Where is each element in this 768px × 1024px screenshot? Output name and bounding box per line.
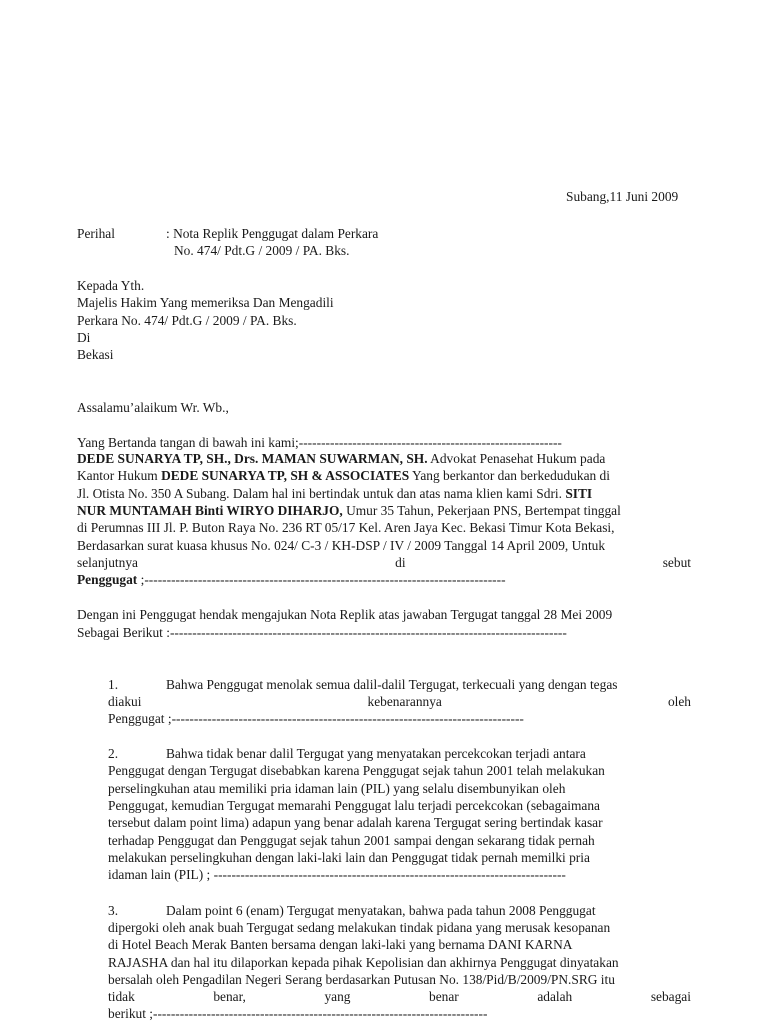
replik-line: Sebagai Berikut :----------------------------------------------------------------------------------------- (77, 625, 567, 640)
recipient-line: Kepada Yth. (77, 278, 145, 293)
subject-label: Perihal (77, 226, 115, 241)
intro-line: Jl. Otista No. 350 A Subang. Dalam hal ini bertindak untuk dan atas nama klien kami Sdri. SITI (77, 486, 593, 501)
point-number: 3. (108, 903, 119, 918)
greeting: Assalamu’alaikum Wr. Wb., (77, 400, 229, 415)
point-line: berikut ;--------------------------------------------------------------------------- (108, 1006, 488, 1021)
point-line: Penggugat dengan Tergugat disebabkan karena Penggugat sejak tahun 2001 telah melakukan (108, 763, 605, 778)
point-line: idaman lain (PIL) ; ------------------------------------------------------------------------------- (108, 867, 566, 882)
intro-line: selanjutnya di sebut (77, 555, 691, 570)
intro-line: DEDE SUNARYA TP, SH., Drs. MAMAN SUWARMAN, SH. Advokat Penasehat Hukum pada (77, 451, 606, 466)
replik-line: Dengan ini Penggugat hendak mengajukan Nota Replik atas jawaban Tergugat tanggal 28 Mei 2009 (77, 607, 613, 622)
party-label: Penggugat (77, 572, 138, 587)
subject-title: : Nota Replik Penggugat dalam Perkara (166, 226, 379, 241)
intro-line: Penggugat ;--------------------------------------------------------------------------------- (77, 572, 506, 587)
recipient-line: Perkara No. 474/ Pdt.G / 2009 / PA. Bks. (77, 313, 297, 328)
point-line: dipergoki oleh anak buah Tergugat sedang melakukan tindak pidana yang merusak kesopanan (108, 920, 611, 935)
letter-date: Subang,11 Juni 2009 (566, 189, 679, 204)
point-line: Penggugat ;------------------------------------------------------------------------------- (108, 711, 524, 726)
recipient-line: Di (77, 330, 91, 345)
client-name-part: NUR MUNTAMAH Binti WIRYO DIHARJO, (77, 503, 343, 518)
point-line: RAJASHA dan hal itu dilaporkan kepada pihak Kepolisian dan akhirnya Penggugat dinyatakan (108, 955, 619, 970)
point-line: di Hotel Beach Merak Banten bersama dengan laki-laki yang bernama DANI KARNA (108, 937, 573, 952)
intro-line: Berdasarkan surat kuasa khusus No. 024/ C-3 / KH-DSP / IV / 2009 Tanggal 14 April 2009, Untuk (77, 538, 606, 553)
point-number: 1. (108, 677, 119, 692)
intro-line: di Perumnas III Jl. P. Buton Raya No. 236 RT 05/17 Kel. Aren Jaya Kec. Bekasi Timur Kota Bekasi, (77, 520, 615, 535)
point-line: terhadap Penggugat dan Penggugat sejak tahun 2001 sampai dengan sekarang tidak pernah (108, 833, 595, 848)
subject-case-number: No. 474/ Pdt.G / 2009 / PA. Bks. (174, 243, 350, 258)
point-line: perselingkuhan atau memiliki pria idaman lain (PIL) yang selalu disembunyikan oleh (108, 781, 566, 796)
law-firm-name: DEDE SUNARYA TP, SH & ASSOCIATES (161, 468, 410, 483)
point-line: diakui kebenarannya oleh (108, 694, 691, 709)
point-line: tersebut dalam point lima) adapun yang benar adalah karena Tergugat sering bertindak kasar (108, 815, 603, 830)
lawyer-names: DEDE SUNARYA TP, SH., Drs. MAMAN SUWARMAN, SH. (77, 451, 428, 466)
point-line: Penggugat, kemudian Tergugat memarahi Penggugat lalu terjadi percekcokan (sebagaimana (108, 798, 600, 813)
point-number: 2. (108, 746, 119, 761)
point-line: Bahwa tidak benar dalil Tergugat yang menyatakan percekcokan terjadi antara (166, 746, 586, 761)
intro-line: Kantor Hukum DEDE SUNARYA TP, SH & ASSOCIATES Yang berkantor dan berkedudukan di (77, 468, 610, 483)
point-line: bersalah oleh Pengadilan Negeri Serang berdasarkan Putusan No. 138/Pid/B/2009/PN.SRG itu (108, 972, 615, 987)
recipient-line: Majelis Hakim Yang memeriksa Dan Mengadili (77, 295, 334, 310)
point-line: tidak benar, yang benar adalah sebagai (108, 989, 691, 1004)
recipient-line: Bekasi (77, 347, 114, 362)
intro-line: NUR MUNTAMAH Binti WIRYO DIHARJO, Umur 35 Tahun, Pekerjaan PNS, Bertempat tinggal (77, 503, 621, 518)
point-line: Dalam point 6 (enam) Tergugat menyatakan, bahwa pada tahun 2008 Penggugat (166, 903, 596, 918)
point-line: Bahwa Penggugat menolak semua dalil-dalil Tergugat, terkecuali yang dengan tegas (166, 677, 618, 692)
intro-line: Yang Bertanda tangan di bawah ini kami;----------------------------------------------------------- (77, 435, 562, 450)
client-name-part: SITI (565, 486, 593, 501)
point-line: melakukan perselingkuhan dengan laki-laki lain dan Penggugat tidak pernah memilki pria (108, 850, 590, 865)
